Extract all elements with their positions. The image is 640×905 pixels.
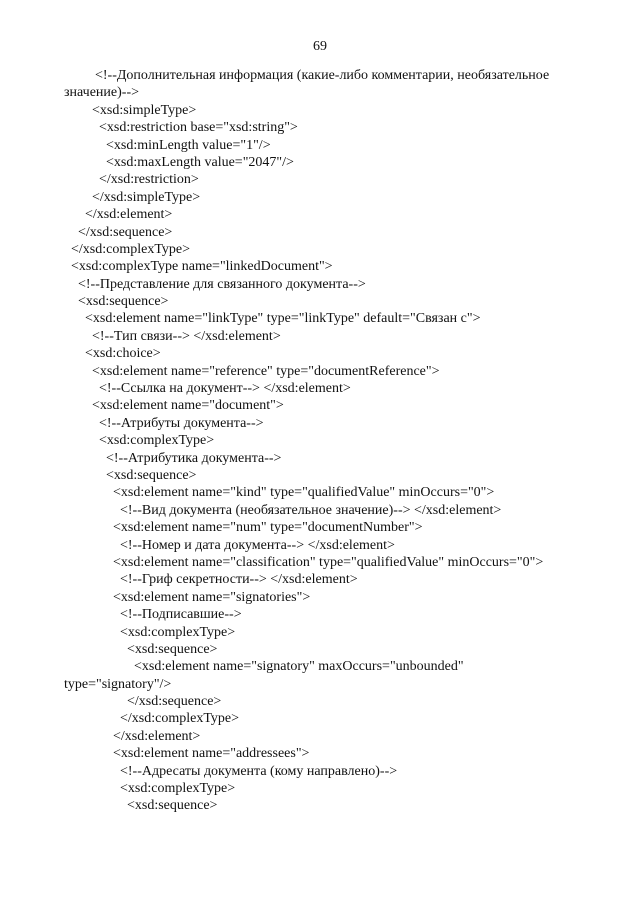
code-line: </xsd:simpleType> <box>92 189 201 205</box>
code-line: <xsd:sequence> <box>78 294 169 310</box>
code-line: <!--Подписавшие--> <box>120 607 242 623</box>
code-line: <xsd:choice> <box>85 346 161 362</box>
code-line: <xsd:sequence> <box>127 798 218 814</box>
code-line: <xsd:minLength value="1"/> <box>106 137 271 153</box>
code-line: <xsd:element name="signatories"> <box>113 589 311 605</box>
code-line: </xsd:sequence> <box>127 694 222 710</box>
code-line: </xsd:element> <box>113 728 201 744</box>
code-line: <!--Вид документа (необязательное значение)--> </xsd:element> <box>120 502 502 518</box>
code-line: <!--Атрибутика документа--> <box>106 450 282 466</box>
code-line: <xsd:element name="linkType" type="linkType" default="Связан с"> <box>85 311 481 327</box>
code-line: </xsd:element> <box>85 207 173 223</box>
code-line: <xsd:complexType name="linkedDocument"> <box>71 259 333 275</box>
code-line: </xsd:complexType> <box>71 241 191 257</box>
code-line: <xsd:element name="reference" type="documentReference"> <box>92 363 440 379</box>
xsd-code-listing <box>0 67 640 815</box>
code-line: <!--Ссылка на документ--> </xsd:element> <box>99 381 351 397</box>
code-line: <xsd:sequence> <box>127 641 218 657</box>
code-line: <xsd:complexType> <box>120 624 236 640</box>
code-line: <xsd:sequence> <box>106 467 197 483</box>
page-number: 69 <box>313 39 327 54</box>
code-line: <xsd:element name="signatory" maxOccurs="unbounded" <box>134 659 464 675</box>
code-line: <!--Дополнительная информация (какие-либо комментарии, необязательное <box>95 68 550 83</box>
code-line: <!--Атрибуты документа--> <box>99 415 264 431</box>
code-line: </xsd:restriction> <box>99 172 199 188</box>
code-line: </xsd:sequence> <box>78 224 173 240</box>
code-line: <xsd:maxLength value="2047"/> <box>106 154 294 170</box>
code-line: </xsd:complexType> <box>120 711 240 727</box>
code-line: <xsd:element name="kind" type="qualifiedValue" minOccurs="0"> <box>113 485 495 501</box>
code-line: <!--Тип связи--> </xsd:element> <box>92 328 281 344</box>
code-line: <xsd:element name="num" type="documentNumber"> <box>113 520 423 536</box>
code-line: <!--Номер и дата документа--> </xsd:element> <box>120 537 395 553</box>
code-line: <!--Адресаты документа (кому направлено)--> <box>120 763 398 779</box>
code-line: <xsd:complexType> <box>120 781 236 797</box>
code-line: значение)--> <box>64 85 140 101</box>
code-line: <xsd:restriction base="xsd:string"> <box>99 120 298 136</box>
code-line: <!--Представление для связанного документа--> <box>78 276 366 292</box>
code-line: <xsd:complexType> <box>99 433 215 449</box>
code-line: type="signatory"/> <box>64 676 172 692</box>
code-line: <xsd:element name="classification" type="qualifiedValue" minOccurs="0"> <box>113 554 544 570</box>
code-line: <xsd:element name="document"> <box>92 398 284 414</box>
code-line: <xsd:element name="addressees"> <box>113 746 310 762</box>
code-line: <xsd:simpleType> <box>92 102 197 118</box>
code-line: <!--Гриф секретности--> </xsd:element> <box>120 572 358 588</box>
